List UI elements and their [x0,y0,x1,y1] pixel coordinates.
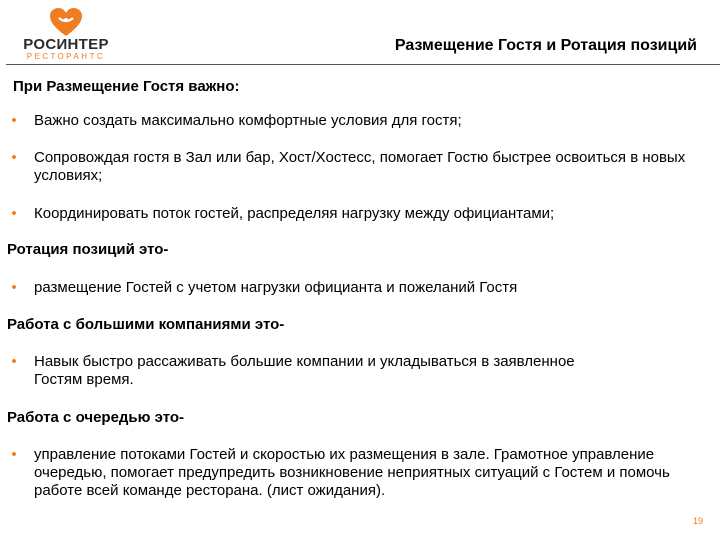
rosinter-logo [0,0,120,64]
logo-brand-text: РОСИНТЕР [23,36,109,53]
intro-bullet-1 [7,112,687,130]
heart-logo-icon [49,7,83,37]
queue-bullet [7,446,687,500]
bullet-text: управление потоками Гостей и скоростью их размещения в зале. Грамотное управление очередью, помогает предупредить возникновение неприятных ситуаций с Гостем и помочь работе всей команде ресторана. (лист ожидания). [34,446,670,499]
bullet-dot-icon: • [11,353,17,370]
bullet-dot-icon: • [11,149,17,166]
bullet-dot-icon: • [11,205,17,222]
title-divider [6,64,720,65]
rotation-bullet [7,279,687,297]
section-heading-large-groups: Работа с большими компаниями это- [7,316,285,333]
slide-title: Размещение Гостя и Ротация позиций [394,37,697,54]
bullet-text: Навык быстро рассаживать большие компании и укладываться в заявленное Гостям время. [34,353,575,388]
intro-heading: При Размещение Гостя важно: [13,78,240,95]
intro-bullet-3 [7,205,687,223]
section-heading-rotation: Ротация позиций это- [7,241,169,258]
bullet-text: размещение Гостей с учетом нагрузки официанта и пожеланий Гостя [34,279,518,296]
bullet-dot-icon: • [11,112,17,129]
large-groups-bullet [7,353,687,389]
intro-bullet-2 [7,149,687,185]
page-number: 19 [693,516,704,526]
bullet-text: Важно создать максимально комфортные условия для гостя; [34,112,462,129]
bullet-text: Сопровождая гостя в Зал или бар, Хост/Хостесс, помогает Гостю быстрее освоиться в новых условиях; [34,149,686,184]
bullet-dot-icon: • [11,446,17,463]
bullet-dot-icon: • [11,279,17,296]
bullet-text: Координировать поток гостей, распределяя нагрузку между официантами; [34,205,555,222]
section-heading-queue: Работа с очередью это- [7,409,185,426]
logo-sub-text: РЕСТОРАНТС [26,52,106,61]
